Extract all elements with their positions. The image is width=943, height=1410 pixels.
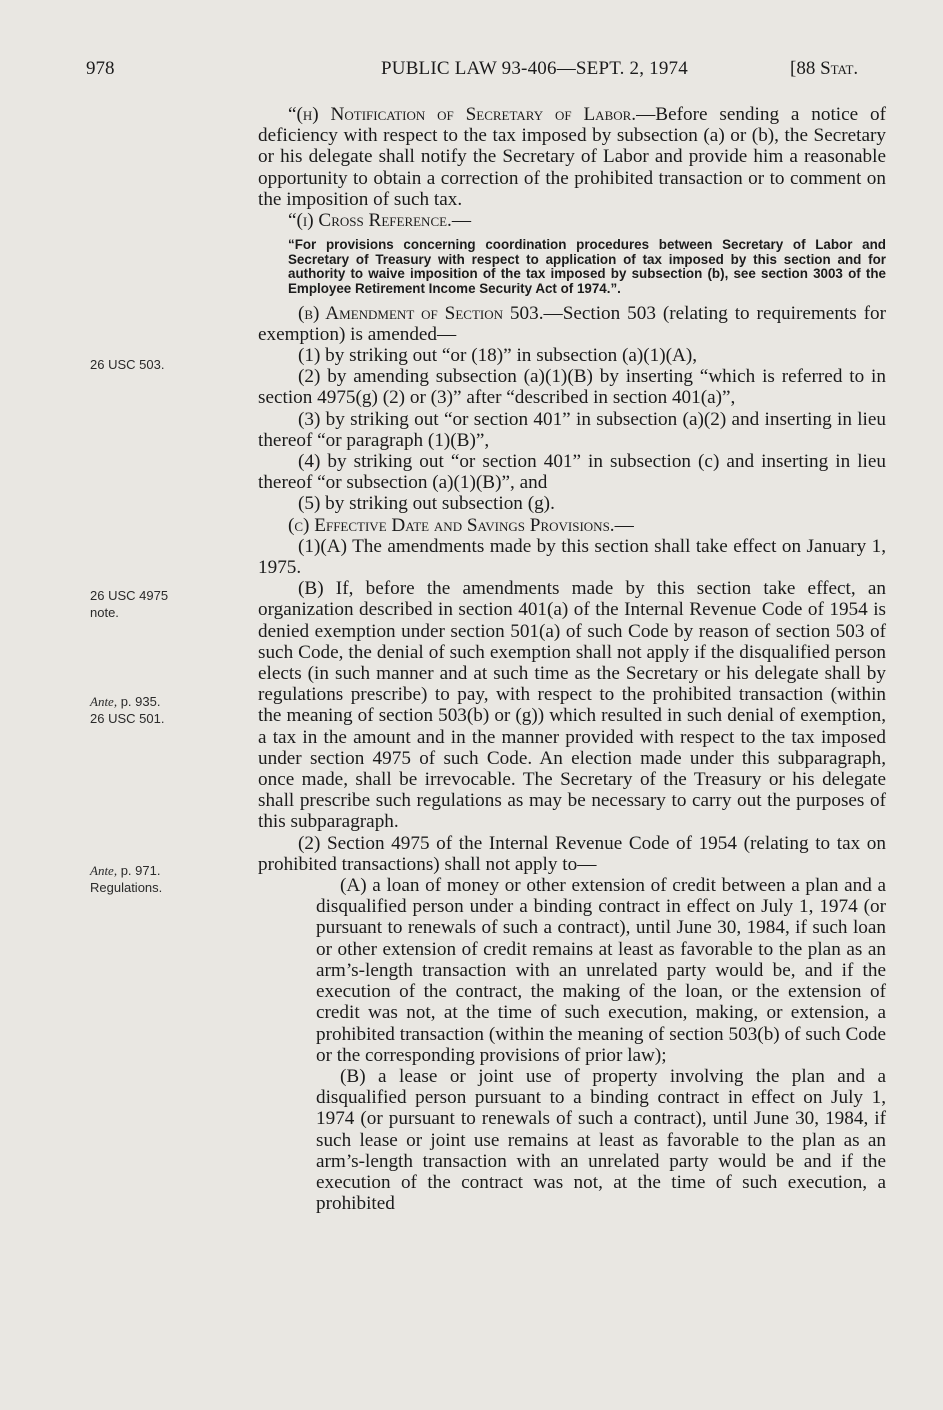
paragraph-c1a: (1)(A) The amendments made by this section shall take effect on January 1, 1975.	[258, 535, 886, 579]
running-title: PUBLIC LAW 93-406—SEPT. 2, 1974	[381, 58, 688, 79]
statute-text	[258, 104, 886, 1214]
paragraph-b3: (3) by striking out “or section 401” in subsection (a)(2) and inserting in lieu thereof “or paragraph (1)(B)”,	[258, 408, 886, 451]
subparagraph-c2a: (A) a loan of money or other extension of credit between a plan and a disqualified person under a binding contract in effect on July 1, 1974 (or pursuant to renewals of such a contract), until June 30, 1984, if such loan or other extension of credit remains at least as favorable to the plan as an arm’s-length transaction with an unrelated party would be, and if the execution of the contract, the making of the loan, or the extension of credit was not, at the time of such execution, making, or extension, a prohibited transaction (within the meaning of section 503(b) of such Code or the corresponding provisions of prior law);	[316, 875, 886, 1066]
subsection-c-heading: (c) Effective Date and Savings Provisions.—	[288, 514, 634, 536]
margin-note-ante-971: Ante, p. 971. Regulations.	[90, 863, 163, 895]
paragraph-b2: (2) by amending subsection (a)(1)(B) by inserting “which is referred to in section 4975(g) (2) or (3)” after “described in section 401(a)”,	[258, 366, 886, 409]
paragraph-c1b: (B) If, before the amendments made by this section take effect, an organization described in section 401(a) of the Internal Revenue Code of 1954 is denied exemption under section 501(a) of such Code by reason of section 503 of such Code, the denial of such exemption shall not apply if the disqualified person elects (in such manner and at such time as the Secretary or his delegate shall by regulations prescribe) to pay, with respect to the prohibited transaction (within the meaning of section 503(b) or (g)) which resulted in such denial of exemption, a tax in the amount and in the manner provided with respect to the tax imposed under section 4975 of such Code. An election made under this subparagraph, once made, shall be irrevocable. The Secretary of the Treasury or his delegate shall prescribe such regulations as may be necessary to carry out the purposes of this subparagraph.	[258, 578, 886, 833]
cross-reference-note: “For provisions concerning coordination procedures between Secretary of Labor and Secretary of Treasury with respect to application of tax imposed by this section and for authority to waive imposition of the tax imposed by subsection (b), see section 3003 of the Employee Retirement Income Security Act of 1974.”.	[288, 237, 886, 296]
page-number: 978	[86, 58, 115, 79]
subsection-h: “(h) Notification of Secretary of Labor.—Before sending a notice of deficiency with respect to the tax imposed by subsection (a) or (b), the Secretary or his delegate shall notify the Secretary of Labor and provide him a reasonable opportunity to obtain a correction of the prohibited transaction or to comment on the imposition of such tax.	[258, 104, 886, 210]
paragraph-b1: (1) by striking out “or (18)” in subsection (a)(1)(A),	[298, 345, 698, 366]
subsection-i-heading: “(i) Cross Reference.—	[288, 210, 472, 232]
subparagraph-c2b: (B) a lease or joint use of property involving the plan and a disqualified person pursuant to a binding contract in effect on July 1, 1974 (or pursuant to renewals of such a contract), until June 30, 1984, if such lease or joint use remains at least as favorable to the plan as an arm’s-length transaction with an unrelated party would be and if the execution of the contract was not, at the time of such execution, a prohibited	[316, 1065, 886, 1215]
margin-note-26-usc-503: 26 USC 503.	[90, 357, 165, 372]
subsection-b: (b) Amendment of Section 503.—Section 503 (relating to requirements for exemption) is amended—	[258, 302, 886, 345]
paragraph-b5: (5) by striking out subsection (g).	[298, 493, 555, 515]
margin-note-ante-935: Ante, p. 935. 26 USC 501.	[90, 694, 165, 726]
statute-reference: [88 Stat.	[790, 58, 859, 79]
paragraph-b4: (4) by striking out “or section 401” in subsection (c) and inserting in lieu thereof “or subsection (a)(1)(B)”, and	[258, 451, 886, 494]
margin-note-26-usc-4975: 26 USC 4975 note.	[90, 588, 169, 620]
page-header	[0, 58, 943, 86]
paragraph-c2: (2) Section 4975 of the Internal Revenue Code of 1954 (relating to tax on prohibited transactions) shall not apply to—	[258, 832, 886, 875]
